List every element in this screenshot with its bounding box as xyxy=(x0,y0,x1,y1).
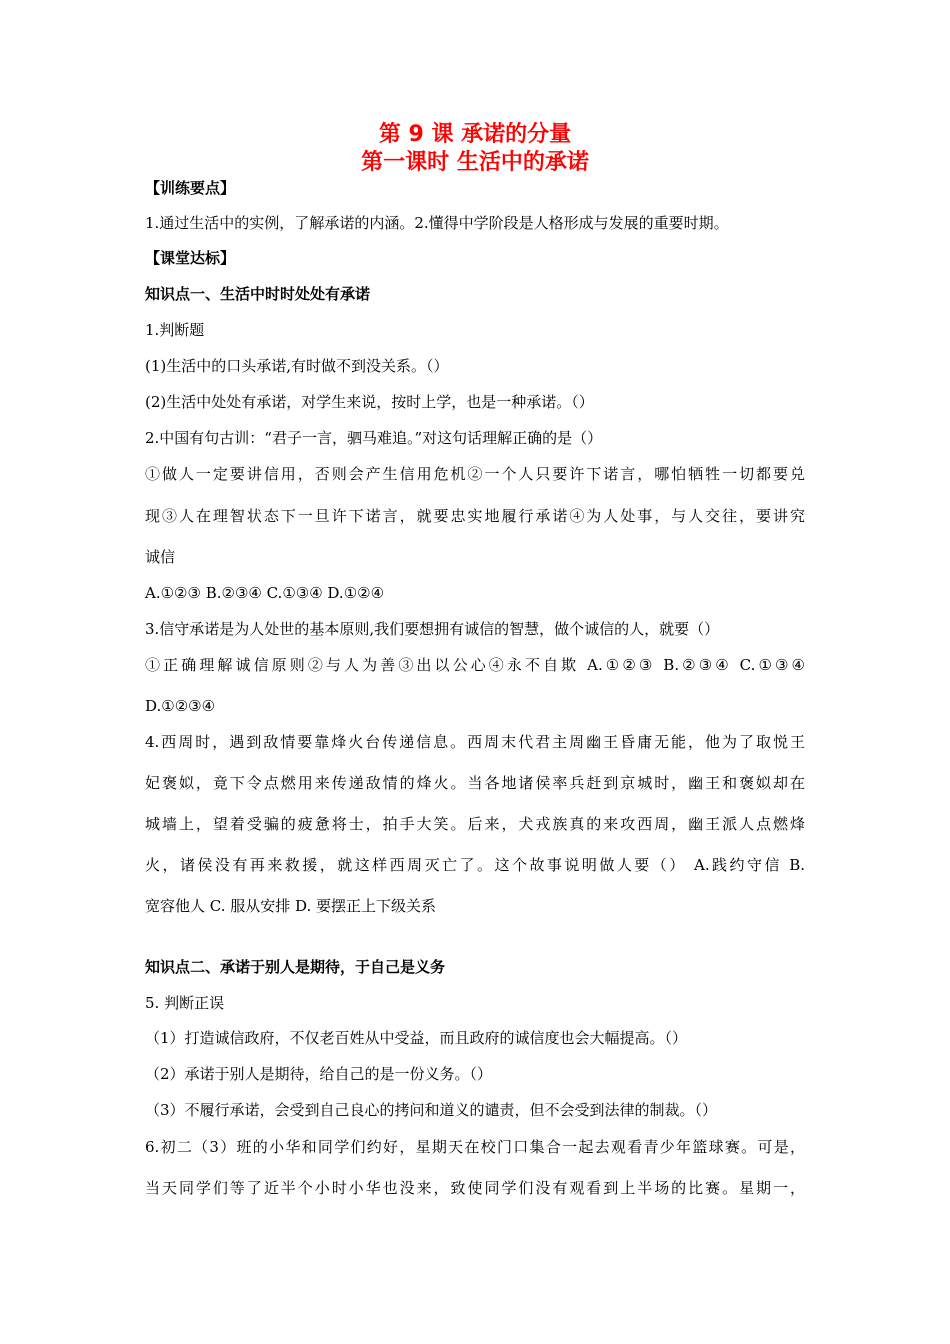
question-5-item-1: （1）打造诚信政府，不仅老百姓从中受益，而且政府的诚信度也会大幅提高。（） xyxy=(145,1029,688,1047)
question-3-options-line-1: ①正确理解诚信原则②与人为善③出以公心④永不自欺 A.①②③ B.②③④ C.①③④ xyxy=(145,656,805,674)
question-3-stem: 3.信守承诺是为人处世的基本原则,我们要想拥有诚信的智慧，做个诚信的人，就要（） xyxy=(145,620,720,638)
question-5-item-2: （2）承诺于别人是期待，给自己的是一份义务。（） xyxy=(145,1065,493,1083)
question-2-options-line-2: 现③人在理智状态下一旦许下诺言，就要忠实地履行承诺④为人处事，与人交往，要讲究 xyxy=(145,507,805,525)
section-heading-training: 【训练要点】 xyxy=(145,179,236,197)
question-5-item-3: （3）不履行承诺，会受到自己良心的拷问和道义的谴责，但不会受到法律的制裁。（） xyxy=(145,1101,718,1119)
question-1-item-1: (1)生活中的口头承诺,有时做不到没关系。（） xyxy=(145,357,449,375)
question-2-choices: A.①②③ B.②③④ C.①③④ D.①②④ xyxy=(145,584,385,602)
section-heading-classwork: 【课堂达标】 xyxy=(145,249,236,267)
knowledge-point-1: 知识点一、生活中时时处处有承诺 xyxy=(145,285,371,303)
question-1-heading: 1.判断题 xyxy=(145,321,205,339)
question-5-heading: 5. 判断正误 xyxy=(145,994,225,1012)
question-4-line-2: 妃褒姒，竟下令点燃用来传递敌情的烽火。当各地诸侯率兵赶到京城时，幽王和褒姒却在 xyxy=(145,774,805,792)
lesson-title: 第 9 课 承诺的分量 xyxy=(378,122,572,147)
knowledge-point-2: 知识点二、承诺于别人是期待，于自己是义务 xyxy=(145,958,446,976)
question-2-options-line-3: 诚信 xyxy=(145,548,176,566)
question-4-line-5: 宽容他人 C. 服从安排 D. 要摆正上下级关系 xyxy=(145,897,437,915)
question-6-line-1: 6.初二（3）班的小华和同学们约好，星期天在校门口集合一起去观看青少年篮球赛。可是， xyxy=(145,1138,805,1156)
training-text: 1.通过生活中的实例，了解承诺的内涵。2.懂得中学阶段是人格形成与发展的重要时期。 xyxy=(145,214,729,232)
question-4-line-3: 城墙上，望着受骗的疲惫将士，拍手大笑。后来，犬戎族真的来攻西周，幽王派人点燃烽 xyxy=(145,815,805,833)
question-4-line-4: 火，诸侯没有再来救援，就这样西周灭亡了。这个故事说明做人要（） A.践约守信 B. xyxy=(145,856,805,874)
question-2-options-line-1: ①做人一定要讲信用，否则会产生信用危机②一个人只要许下诺言，哪怕牺牲一切都要兑 xyxy=(145,465,805,483)
question-1-item-2: (2)生活中处处有承诺，对学生来说，按时上学，也是一种承诺。（） xyxy=(145,393,594,411)
question-6-line-2: 当天同学们等了近半个小时小华也没来，致使同学们没有观看到上半场的比赛。星期一， xyxy=(145,1179,805,1197)
question-2-stem: 2.中国有句古训：“君子一言，驷马难追。”对这句话理解正确的是（） xyxy=(145,429,603,447)
lesson-subtitle: 第一课时 生活中的承诺 xyxy=(361,150,589,175)
question-4-line-1: 4.西周时，遇到敌情要靠烽火台传递信息。西周末代君主周幽王昏庸无能，他为了取悦王 xyxy=(145,733,805,751)
question-3-options-line-2: D.①②③④ xyxy=(145,697,216,715)
